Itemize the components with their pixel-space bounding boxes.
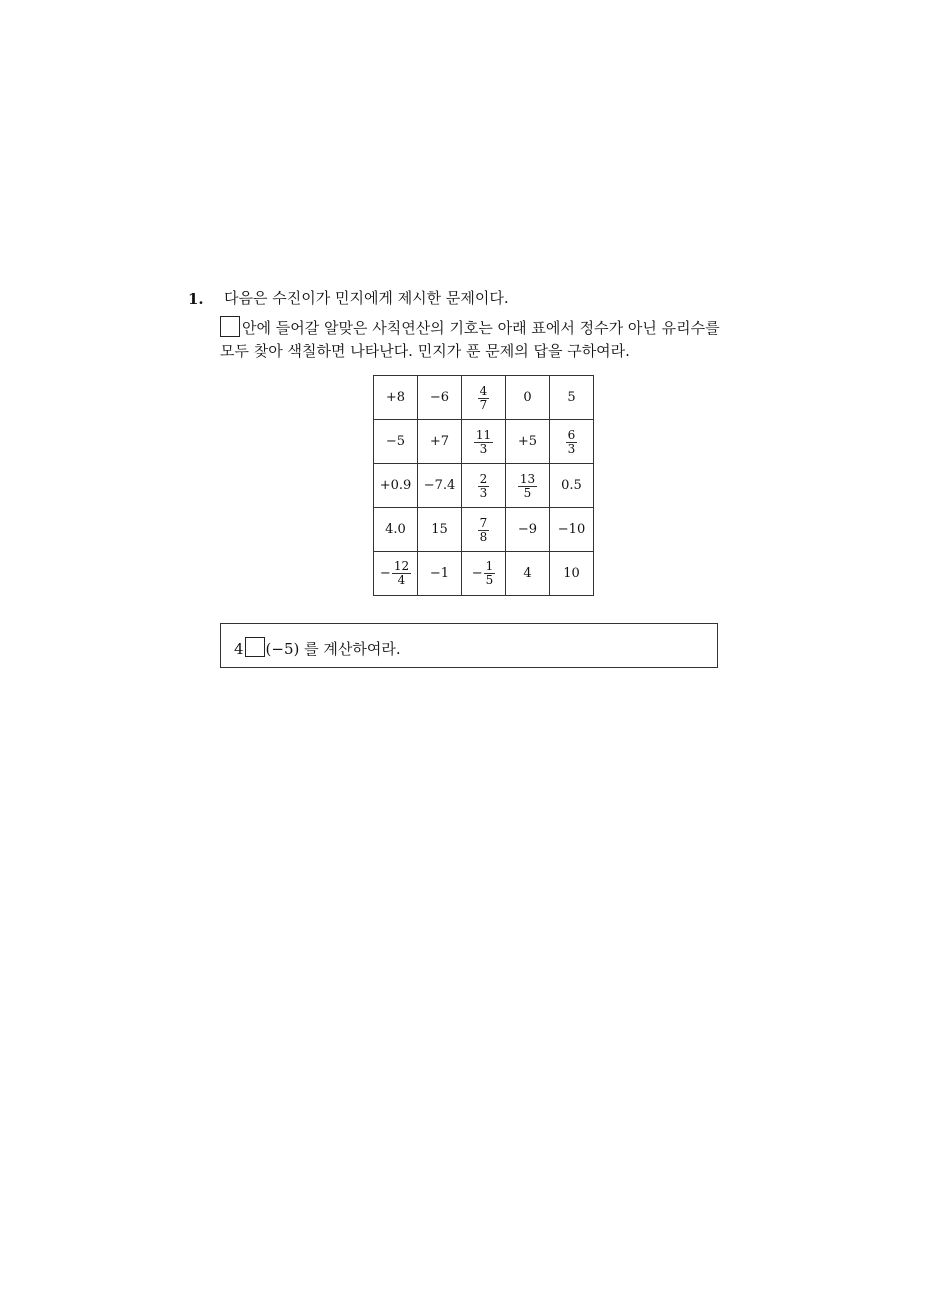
grid-cell	[418, 508, 462, 552]
cell-value: −7.4	[423, 478, 456, 493]
grid-cell	[506, 508, 550, 552]
grid-cell	[550, 552, 594, 596]
grid-cell	[418, 376, 462, 420]
cell-value: 4.0	[385, 522, 406, 537]
fraction	[478, 473, 490, 500]
grid-cell	[550, 464, 594, 508]
grid-cell	[374, 552, 418, 596]
grid-cell	[418, 552, 462, 596]
question-line-1: 다음은 수진이가 민지에게 제시한 문제이다.	[224, 289, 509, 307]
fraction	[518, 473, 537, 500]
cell-value: 5	[567, 390, 576, 405]
cell-value: −1	[429, 566, 450, 581]
grid-row	[374, 376, 594, 420]
grid-cell	[418, 464, 462, 508]
fraction	[566, 429, 578, 456]
grid-cell	[506, 552, 550, 596]
cell-value: 0	[523, 390, 532, 405]
fraction-numerator: 6	[567, 427, 576, 442]
fraction-denominator: 4	[397, 573, 406, 587]
fraction-denominator: 3	[479, 485, 488, 500]
grid-cell	[374, 508, 418, 552]
fraction-denominator: 7	[479, 397, 488, 412]
cell-value: −9	[517, 522, 538, 537]
problem-box	[220, 623, 718, 668]
cell-value: +5	[517, 434, 538, 449]
fraction-numerator: 11	[475, 427, 492, 442]
fraction-denominator: 3	[567, 441, 576, 456]
question-number: 1.	[188, 290, 204, 308]
grid-cell	[462, 376, 506, 420]
fraction-numerator: 12	[393, 559, 410, 573]
grid-cell	[550, 508, 594, 552]
cell-value: 4	[523, 566, 532, 581]
fraction-denominator: 5	[523, 485, 532, 500]
blank-box	[220, 316, 240, 337]
grid-cell	[374, 464, 418, 508]
cell-value: −6	[429, 390, 450, 405]
cell-value: −5	[385, 434, 406, 449]
fraction	[478, 517, 490, 544]
grid-cell	[462, 508, 506, 552]
grid-cell	[374, 420, 418, 464]
question-line-2	[220, 316, 720, 337]
grid-row	[374, 464, 594, 508]
fraction-numerator: 4	[479, 383, 488, 398]
cell-value: +8	[385, 390, 406, 405]
grid-cell	[374, 376, 418, 420]
grid-cell	[550, 376, 594, 420]
grid-cell	[506, 420, 550, 464]
grid-cell	[506, 464, 550, 508]
fraction	[472, 560, 496, 587]
grid-cell	[418, 420, 462, 464]
cell-value: −10	[557, 522, 586, 537]
grid-row	[374, 420, 594, 464]
fraction-denominator: 3	[479, 441, 488, 456]
grid-row	[374, 508, 594, 552]
cell-value: 15	[431, 522, 448, 537]
question-line-3: 모두 찾아 색칠하면 나타난다. 민지가 푼 문제의 답을 구하여라.	[220, 342, 630, 360]
problem-right: (−5) 를 계산하여라.	[265, 640, 401, 658]
cell-value: 10	[563, 566, 580, 581]
fraction	[478, 385, 490, 412]
question-line-2-text: 안에 들어갈 알맞은 사칙연산의 기호는 아래 표에서 정수가 아닌 유리수를	[242, 319, 720, 337]
fraction-numerator: 2	[479, 471, 488, 486]
grid-cell	[462, 552, 506, 596]
cell-value: +0.9	[379, 478, 412, 493]
fraction-denominator: 8	[479, 529, 488, 544]
cell-value: 0.5	[561, 478, 582, 493]
fraction	[380, 560, 411, 587]
fraction-numerator: 7	[479, 515, 488, 530]
grid-row	[374, 552, 594, 596]
problem-left: 4	[234, 640, 244, 658]
grid-cell	[462, 464, 506, 508]
fraction-sign: −	[379, 566, 391, 581]
fraction-numerator: 13	[519, 471, 536, 486]
operator-blank-box	[245, 637, 265, 657]
problem-text	[234, 637, 401, 659]
grid-cell	[506, 376, 550, 420]
grid-cell	[550, 420, 594, 464]
number-grid	[373, 375, 594, 596]
fraction	[474, 429, 493, 456]
grid-cell	[462, 420, 506, 464]
cell-value: +7	[429, 434, 450, 449]
fraction-numerator: 1	[485, 559, 494, 573]
fraction-denominator: 5	[485, 573, 494, 587]
fraction-sign: −	[471, 566, 483, 581]
